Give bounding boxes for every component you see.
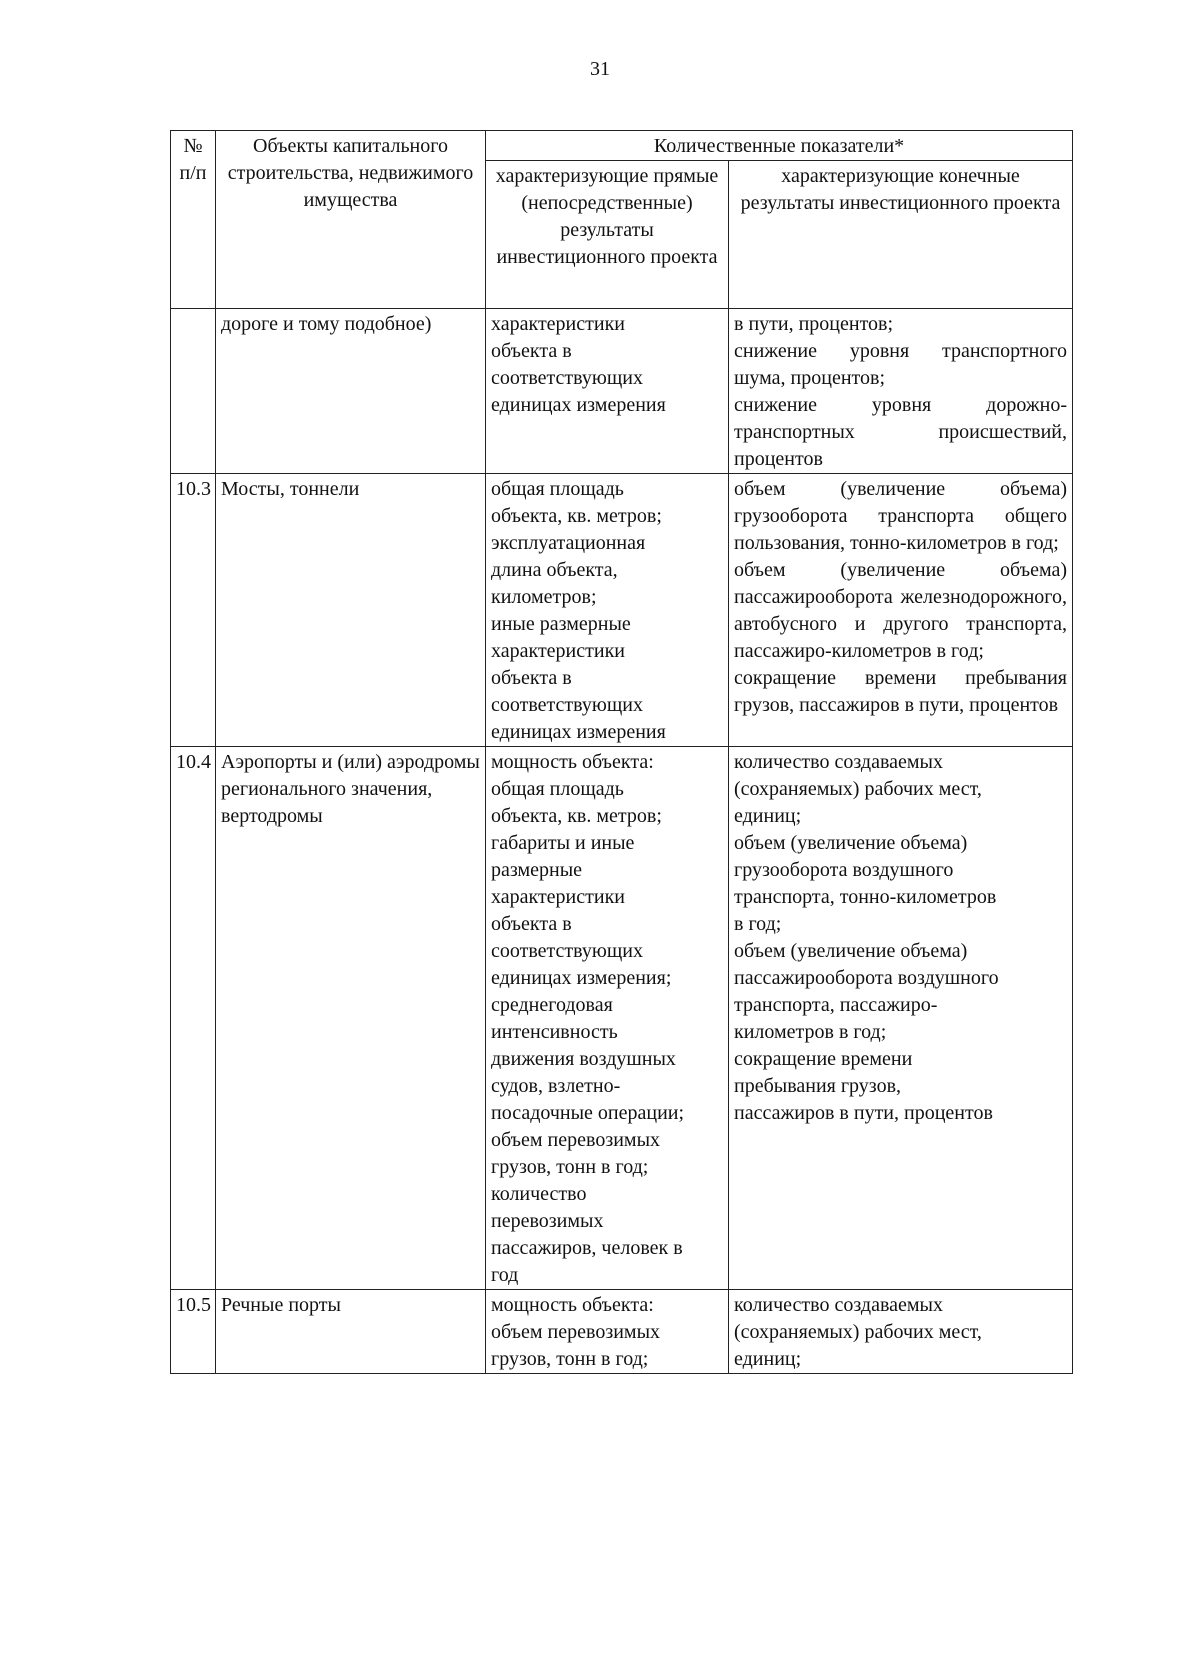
direct-line: объекта в [491,340,572,362]
table-row [171,747,1073,1290]
final-line: сокращение времени [734,1048,913,1070]
final-line: (сохраняемых) рабочих мест, [734,1321,982,1343]
direct-line: среднегодовая [491,994,613,1016]
row-number: 10.3 [171,474,216,747]
direct-line: соответствующих [491,694,643,716]
direct-line: судов, взлетно- [491,1075,621,1097]
row-object: Речные порты [216,1290,486,1374]
row-number [171,309,216,474]
direct-line: год [491,1264,519,1286]
table-row [171,1290,1073,1374]
direct-line: мощность объекта: [491,751,654,773]
page-number: 31 [590,58,610,80]
row-final-indicators [729,309,1073,474]
row-final-indicators [729,747,1073,1290]
final-line: объем (увеличение объема) грузооборота транспорта общего пользования, тонно-километров в год; [734,478,1068,554]
direct-line: количество [491,1183,587,1205]
direct-line: единицах измерения [491,394,666,416]
direct-line: перевозимых [491,1210,604,1232]
header-direct: характеризующие прямые (непосредственные) результаты инвестиционного проекта [486,161,729,309]
final-line: снижение уровня транспортного шума, процентов; [734,340,1068,389]
direct-line: длина объекта, [491,559,618,581]
header-objects: Объекты капитального строительства, недвижимого имущества [216,131,486,309]
direct-line: километров; [491,586,597,608]
final-line: пассажиров в пути, процентов [734,1102,993,1124]
final-line: транспорта, тонно-километров [734,886,997,908]
row-object: Аэропорты и (или) аэродромы регионального значения, вертодромы [216,747,486,1290]
final-line: объем (увеличение объема) [734,832,968,854]
final-line: километров в год; [734,1021,887,1043]
direct-line: объем перевозимых [491,1321,661,1343]
direct-line: характеристики [491,886,626,908]
final-line: объем (увеличение объема) пассажирооборота железнодорожного, автобусного и другого транспорта, пассажиро-километров в год; [734,559,1068,662]
final-line: пребывания грузов, [734,1075,902,1097]
direct-line: эксплуатационная [491,532,646,554]
direct-line: грузов, тонн в год; [491,1348,649,1370]
row-object: дороге и тому подобное) [216,309,486,474]
final-line: единиц; [734,1348,802,1370]
row-direct-indicators [486,474,729,747]
final-line: единиц; [734,805,802,827]
final-line: грузооборота воздушного [734,859,954,881]
row-final-indicators [729,474,1073,747]
final-line: (сохраняемых) рабочих мест, [734,778,982,800]
direct-line: общая площадь [491,478,624,500]
final-line: количество создаваемых [734,751,943,773]
direct-line: мощность объекта: [491,1294,654,1316]
row-direct-indicators [486,1290,729,1374]
table-row [171,309,1073,474]
direct-line: объекта, кв. метров; [491,805,662,827]
final-line: транспорта, пассажиро- [734,994,938,1016]
header-final: характеризующие конечные результаты инвестиционного проекта [729,161,1073,309]
direct-line: единицах измерения; [491,967,672,989]
row-final-indicators [729,1290,1073,1374]
direct-line: характеристики [491,313,626,335]
final-line: количество создаваемых [734,1294,943,1316]
direct-line: движения воздушных [491,1048,676,1070]
direct-line: общая площадь [491,778,624,800]
row-number: 10.5 [171,1290,216,1374]
direct-line: посадочные операции; [491,1102,685,1124]
direct-line: интенсивность [491,1021,618,1043]
direct-line: соответствующих [491,940,643,962]
direct-line: иные размерные [491,613,631,635]
final-line: сокращение времени пребывания грузов, пассажиров в пути, процентов [734,667,1068,716]
final-line: в год; [734,913,782,935]
final-line: в пути, процентов; [734,313,894,335]
row-number: 10.4 [171,747,216,1290]
direct-line: грузов, тонн в год; [491,1156,649,1178]
direct-line: объекта в [491,913,572,935]
row-object: Мосты, тоннели [216,474,486,747]
row-direct-indicators [486,747,729,1290]
header-indicators: Количественные показатели* [486,131,1073,161]
direct-line: объекта в [491,667,572,689]
table-row [171,474,1073,747]
row-direct-indicators [486,309,729,474]
final-line: снижение уровня дорожно-транспортных происшествий, процентов [734,394,1068,470]
final-line: объем (увеличение объема) [734,940,968,962]
direct-line: объем перевозимых [491,1129,661,1151]
header-num: № п/п [171,131,216,309]
direct-line: габариты и иные [491,832,635,854]
direct-line: характеристики [491,640,626,662]
direct-line: размерные [491,859,583,881]
final-line: пассажирооборота воздушного [734,967,999,989]
direct-line: соответствующих [491,367,643,389]
direct-line: объекта, кв. метров; [491,505,662,527]
direct-line: единицах измерения [491,721,666,743]
direct-line: пассажиров, человек в [491,1237,683,1259]
indicators-table [170,130,1073,1374]
